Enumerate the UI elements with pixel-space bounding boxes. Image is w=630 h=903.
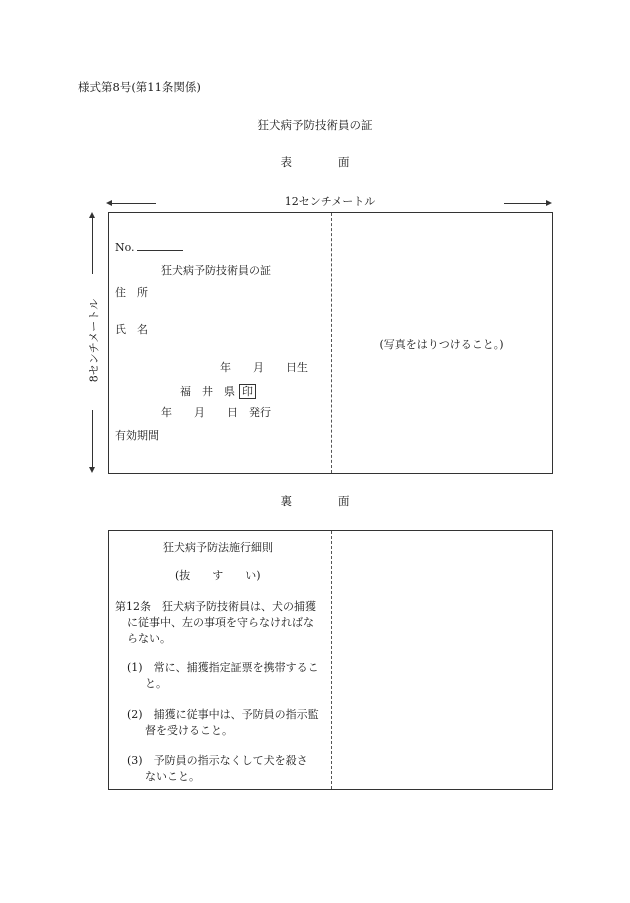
rule-item-line: と。	[145, 676, 167, 690]
article-line: に従事中、左の事項を守らなければな	[127, 615, 314, 629]
article-line: らない。	[127, 631, 171, 645]
issuer-field	[180, 384, 256, 399]
front-card	[108, 212, 553, 474]
article-line: 第12条 狂犬病予防技術員は、犬の捕獲	[115, 600, 316, 613]
birth-date-field: 年 月 日生	[220, 361, 308, 374]
excerpt-label: (抜 す い)	[175, 569, 261, 582]
address-label: 住 所	[115, 286, 148, 299]
back-side-label: 裏 面	[280, 494, 350, 508]
number-label: No.	[115, 241, 135, 254]
rule-item-line: 督を受けること。	[145, 723, 233, 737]
number-blank	[137, 241, 183, 251]
rule-item-line: (2) 捕獲に従事中は、予防員の指示監	[127, 708, 319, 721]
rule-item-line: (1) 常に、捕獲指定証票を携帯するこ	[127, 661, 319, 674]
document-title: 狂犬病予防技術員の証	[257, 118, 373, 132]
seal-stamp: 印	[239, 384, 256, 399]
form-number: 様式第8号(第11条関係)	[78, 80, 201, 94]
front-side-label: 表 面	[280, 155, 350, 169]
rule-item-3	[127, 753, 331, 785]
right-arrow-icon	[546, 200, 552, 206]
height-dimension-label: 8センチメートル	[87, 298, 101, 383]
width-dimension-label: 12センチメートル	[284, 195, 376, 208]
card-title: 狂犬病予防技術員の証	[161, 264, 271, 277]
rule-item-line: (3) 予防員の指示なくして犬を殺さ	[127, 754, 308, 767]
photo-placeholder: (写真をはりつけること。)	[379, 338, 504, 351]
article-12	[115, 599, 331, 647]
number-field	[115, 241, 183, 253]
width-dimension-line-right	[504, 203, 546, 204]
card-fold-line-back	[331, 531, 332, 789]
rule-title: 狂犬病予防法施行細則	[163, 541, 273, 554]
issuer-name: 福 井 県	[180, 385, 235, 398]
down-arrow-icon	[89, 467, 95, 473]
back-card	[108, 530, 553, 790]
rule-item-2	[127, 707, 331, 739]
validity-label: 有効期間	[115, 429, 159, 442]
name-label: 氏 名	[115, 323, 148, 336]
height-dimension-line-bottom	[92, 410, 93, 467]
issue-date-field: 年 月 日 発行	[161, 406, 271, 419]
rule-item-line: ないこと。	[145, 769, 200, 783]
height-dimension-line-top	[92, 218, 93, 274]
rule-item-1	[127, 660, 331, 692]
